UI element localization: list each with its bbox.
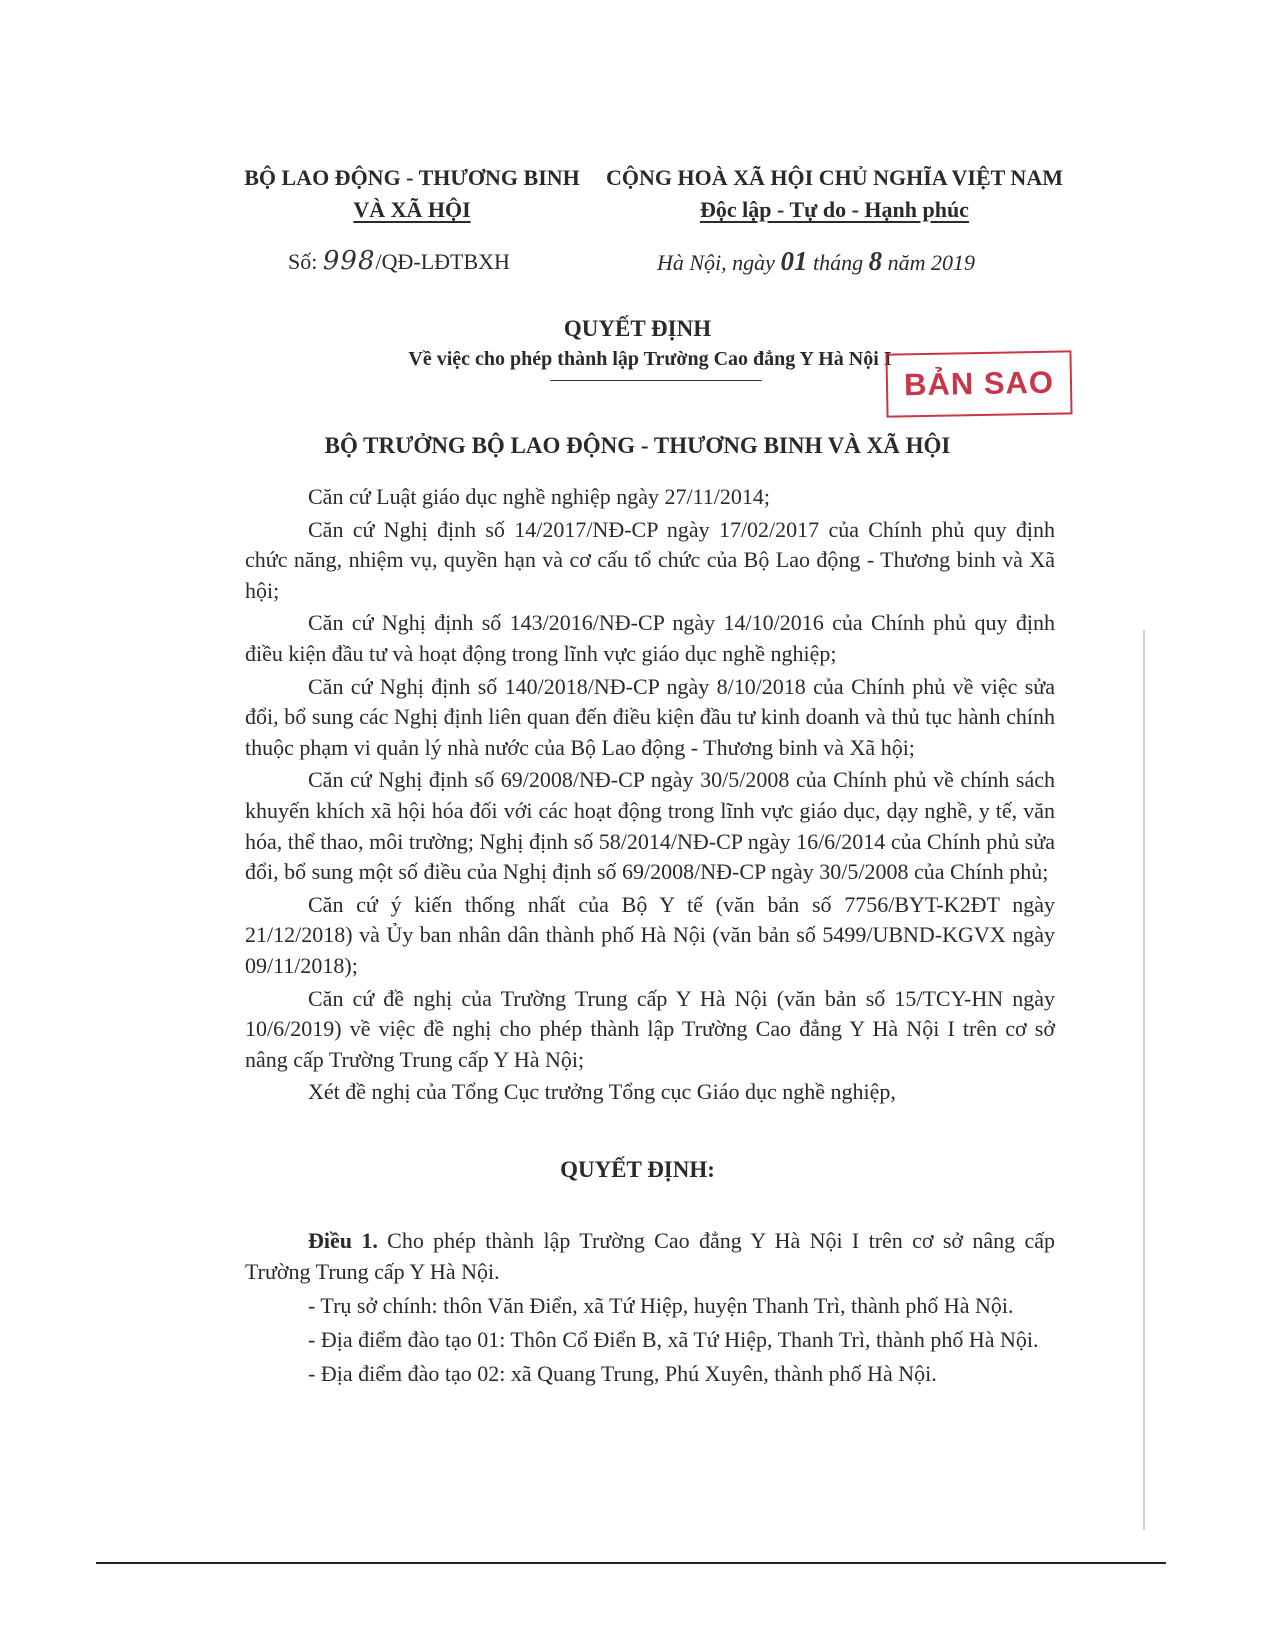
scan-edge-mark <box>1143 630 1145 1530</box>
copy-stamp: BẢN SAO <box>885 350 1072 417</box>
scan-bottom-edge <box>96 1562 1166 1564</box>
article-1-item: - Địa điểm đào tạo 01: Thôn Cổ Điển B, xã Tứ Hiệp, Thanh Trì, thành phố Hà Nội. <box>308 1327 1039 1352</box>
document-number-suffix: /QĐ-LĐTBXH <box>375 249 510 274</box>
article-1-text: Cho phép thành lập Trường Cao đẳng Y Hà Nội I trên cơ sở nâng cấp Trường Trung cấp Y Hà Nội. <box>245 1228 1056 1284</box>
preamble-paragraph: Căn cứ Nghị định số 140/2018/NĐ-CP ngày 8/10/2018 của Chính phủ về việc sửa đổi, bổ sung các Nghị định liên quan đến điều kiện đầu tư kinh doanh và thủ tục hành chính thuộc phạm vi quản lý nhà nước của Bộ Lao động - Thương binh và Xã hội; <box>245 673 1055 760</box>
year-label: năm 2019 <box>882 250 975 275</box>
article-1 <box>245 1225 1055 1392</box>
document-number-handwritten: 998 <box>322 246 376 276</box>
preamble <box>245 482 1055 1110</box>
issuing-authority: BỘ TRƯỞNG BỘ LAO ĐỘNG - THƯƠNG BINH VÀ XÃ HỘI <box>324 433 951 458</box>
decision-subject: Về việc cho phép thành lập Trường Cao đẳng Y Hà Nội I <box>408 348 892 370</box>
national-header <box>602 162 1067 226</box>
decision-heading: QUYẾT ĐỊNH: <box>560 1157 715 1182</box>
ministry-line-2: VÀ XÃ HỘI <box>353 197 471 222</box>
article-1-item: - Địa điểm đào tạo 02: xã Quang Trung, Phú Xuyên, thành phố Hà Nội. <box>308 1361 937 1386</box>
date-day-handwritten: 01 <box>780 246 808 276</box>
place-date <box>657 246 975 277</box>
article-1-item: - Trụ sở chính: thôn Văn Điển, xã Tứ Hiệp, huyện Thanh Trì, thành phố Hà Nội. <box>308 1293 1014 1318</box>
ministry-line-1: BỘ LAO ĐỘNG - THƯƠNG BINH <box>244 165 580 190</box>
date-month-handwritten: 8 <box>868 246 883 276</box>
decision-title: QUYẾT ĐỊNH <box>563 316 712 341</box>
place-date-prefix: Hà Nội, ngày <box>657 250 781 275</box>
title-underline <box>550 380 762 381</box>
preamble-paragraph: Căn cứ đề nghị của Trường Trung cấp Y Hà Nội (văn bản số 15/TCY-HN ngày 10/6/2019) về việc đề nghị cho phép thành lập Trường Cao đẳng Y Hà Nội I trên cơ sở nâng cấp Trường Trung cấp Y Hà Nội; <box>245 985 1055 1072</box>
document-number-label: Số: <box>288 249 318 274</box>
preamble-paragraph: Xét đề nghị của Tổng Cục trưởng Tổng cục Giáo dục nghề nghiệp, <box>308 1079 896 1105</box>
document-number <box>288 246 510 276</box>
article-1-label: Điều 1. <box>308 1228 378 1253</box>
preamble-paragraph: Căn cứ Nghị định số 14/2017/NĐ-CP ngày 17/02/2017 của Chính phủ quy định chức năng, nhiệm vụ, quyền hạn và cơ cấu tổ chức của Bộ Lao động - Thương binh và Xã hội; <box>245 516 1055 603</box>
preamble-paragraph: Căn cứ ý kiến thống nhất của Bộ Y tế (văn bản số 7756/BYT-K2ĐT ngày 21/12/2018) và Ủy ban nhân dân thành phố Hà Nội (văn bản số 5499/UBND-KGVX ngày 09/11/2018); <box>245 891 1055 978</box>
preamble-paragraph: Căn cứ Luật giáo dục nghề nghiệp ngày 27/11/2014; <box>308 484 771 509</box>
month-label: tháng <box>807 250 869 275</box>
preamble-paragraph: Căn cứ Nghị định số 69/2008/NĐ-CP ngày 30/5/2008 của Chính phủ về chính sách khuyến khích xã hội hóa đối với các hoạt động trong lĩnh vực giáo dục, dạy nghề, y tế, văn hóa, thể thao, môi trường; Nghị định số 58/2014/NĐ-CP ngày 16/6/2014 của Chính phủ sửa đổi, bổ sung một số điều của Nghị định số 69/2008/NĐ-CP ngày 30/5/2008 của Chính phủ; <box>245 767 1055 885</box>
preamble-paragraph: Căn cứ Nghị định số 143/2016/NĐ-CP ngày 14/10/2016 của Chính phủ quy định điều kiện đầu tư và hoạt động trong lĩnh vực giáo dục nghề nghiệp; <box>245 610 1055 666</box>
article-1-intro <box>245 1225 1055 1287</box>
country-name: CỘNG HOÀ XÃ HỘI CHỦ NGHĨA VIỆT NAM <box>606 165 1063 190</box>
ministry-header <box>232 162 592 226</box>
national-motto: Độc lập - Tự do - Hạnh phúc <box>700 197 969 222</box>
